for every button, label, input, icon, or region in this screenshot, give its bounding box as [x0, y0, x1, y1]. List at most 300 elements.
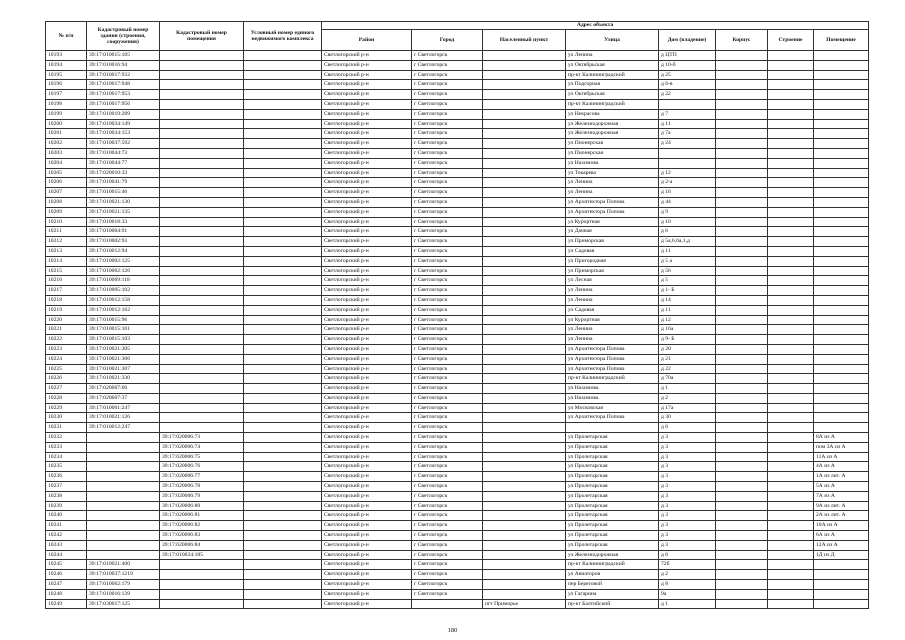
premise-cell [814, 335, 869, 345]
building-cell [768, 589, 814, 599]
settlement-cell [483, 70, 566, 80]
building-cell [768, 501, 814, 511]
city-cell: г Светлогорск [412, 550, 483, 560]
registry-sheet [45, 21, 868, 609]
district-cell: Светлогорский р-н [322, 119, 412, 129]
row-number: 10209 [46, 207, 87, 217]
cad-complex-cell [244, 580, 322, 590]
premise-cell: 10А из А [814, 521, 869, 531]
building-cell [768, 521, 814, 531]
house-cell: д 10 [659, 217, 716, 227]
row-number: 10244 [46, 550, 87, 560]
house-cell: д 16а [659, 325, 716, 335]
building-cell [768, 276, 814, 286]
cad-complex-cell [244, 237, 322, 247]
table-row [46, 452, 869, 462]
table-row [46, 599, 869, 609]
cad-room-cell: 39:17:020006:82 [160, 521, 244, 531]
korpus-cell [716, 472, 768, 482]
cad-building-cell: 39:17:010044:73 [87, 148, 160, 158]
row-number: 10233 [46, 442, 87, 452]
korpus-cell [716, 237, 768, 247]
cad-building-cell: 39:17:010021:130 [87, 197, 160, 207]
street-cell: ул Дачная [566, 227, 659, 237]
street-cell: ул Пионерская [566, 148, 659, 158]
house-cell [659, 99, 716, 109]
cad-complex-cell [244, 589, 322, 599]
district-cell: Светлогорский р-н [322, 139, 412, 149]
korpus-cell [716, 511, 768, 521]
cad-building-cell: 39:17:010015:101 [87, 325, 160, 335]
city-cell: г Светлогорск [412, 276, 483, 286]
building-cell [768, 90, 814, 100]
building-cell [768, 531, 814, 541]
korpus-cell [716, 501, 768, 511]
premise-cell [814, 70, 869, 80]
table-header [46, 22, 869, 51]
cad-room-cell: 39:17:010034:185 [160, 550, 244, 560]
settlement-cell [483, 237, 566, 247]
street-cell: ул Приморская [566, 266, 659, 276]
district-cell: Светлогорский р-н [322, 491, 412, 501]
korpus-cell [716, 305, 768, 315]
house-cell: д 6 [659, 550, 716, 560]
settlement-cell [483, 462, 566, 472]
cad-complex-cell [244, 119, 322, 129]
street-cell: ул Пионерская [566, 139, 659, 149]
settlement-cell [483, 158, 566, 168]
street-cell: пр-кт Калининградский [566, 99, 659, 109]
cad-complex-cell [244, 217, 322, 227]
cad-room-cell [160, 325, 244, 335]
premise-cell [814, 129, 869, 139]
street-cell: ул Октябрьская [566, 60, 659, 70]
cad-room-cell: 39:17:020006:75 [160, 452, 244, 462]
street-cell [566, 423, 659, 433]
row-number: 10220 [46, 315, 87, 325]
street-cell: ул Ленина [566, 188, 659, 198]
district-cell: Светлогорский р-н [322, 90, 412, 100]
district-cell: Светлогорский р-н [322, 325, 412, 335]
table-row [46, 99, 869, 109]
house-cell: д 10-б [659, 60, 716, 70]
district-cell: Светлогорский р-н [322, 158, 412, 168]
street-cell: ул Курортная [566, 315, 659, 325]
district-cell: Светлогорский р-н [322, 256, 412, 266]
building-cell [768, 315, 814, 325]
city-cell: г Светлогорск [412, 207, 483, 217]
table-row [46, 442, 869, 452]
cad-complex-cell [244, 521, 322, 531]
cad-room-cell: 39:17:020006:76 [160, 462, 244, 472]
premise-cell [814, 364, 869, 374]
settlement-cell [483, 403, 566, 413]
korpus-cell [716, 403, 768, 413]
settlement-cell [483, 472, 566, 482]
table-row [46, 482, 869, 492]
cad-complex-cell [244, 148, 322, 158]
district-cell: Светлогорский р-н [322, 227, 412, 237]
settlement-cell [483, 354, 566, 364]
city-cell: г Светлогорск [412, 109, 483, 119]
settlement-cell [483, 51, 566, 61]
city-cell: г Светлогорск [412, 344, 483, 354]
settlement-cell [483, 511, 566, 521]
cad-complex-cell [244, 286, 322, 296]
building-cell [768, 325, 814, 335]
street-cell: ул Ленина [566, 51, 659, 61]
table-row [46, 178, 869, 188]
street-cell: ул Курортная [566, 217, 659, 227]
city-cell: г Светлогорск [412, 433, 483, 443]
building-cell [768, 197, 814, 207]
building-cell [768, 354, 814, 364]
street-cell: ул Гагарина [566, 589, 659, 599]
settlement-cell [483, 90, 566, 100]
table-row [46, 374, 869, 384]
street-cell: ул Архитектора Попова [566, 197, 659, 207]
row-number: 10221 [46, 325, 87, 335]
table-row [46, 129, 869, 139]
street-cell: ул Ленина [566, 335, 659, 345]
korpus-cell [716, 276, 768, 286]
cad-complex-cell [244, 462, 322, 472]
building-cell [768, 560, 814, 570]
street-cell: ул Садовая [566, 305, 659, 315]
row-number: 10222 [46, 335, 87, 345]
street-cell: ул Нахимова [566, 384, 659, 394]
cad-room-cell [160, 119, 244, 129]
city-cell: г Светлогорск [412, 580, 483, 590]
cad-building-cell: 39:17:010004:91 [87, 227, 160, 237]
street-cell: ул Пролетарская [566, 472, 659, 482]
row-number: 10224 [46, 354, 87, 364]
city-cell: г Светлогорск [412, 589, 483, 599]
cad-building-cell: 39:17:010019:289 [87, 109, 160, 119]
premise-cell [814, 80, 869, 90]
cad-building-cell: 39:17:010015:105 [87, 51, 160, 61]
table-row [46, 237, 869, 247]
street-cell: ул Пролетарская [566, 540, 659, 550]
city-cell: г Светлогорск [412, 540, 483, 550]
table-row [46, 501, 869, 511]
korpus-cell [716, 423, 768, 433]
cad-complex-cell [244, 227, 322, 237]
korpus-cell [716, 344, 768, 354]
cad-building-cell: 39:17:010017:948 [87, 80, 160, 90]
table-row [46, 540, 869, 550]
cad-complex-cell [244, 90, 322, 100]
building-cell [768, 384, 814, 394]
premise-cell [814, 423, 869, 433]
table-row [46, 364, 869, 374]
district-cell: Светлогорский р-н [322, 354, 412, 364]
korpus-cell [716, 188, 768, 198]
city-cell: г Светлогорск [412, 60, 483, 70]
city-cell: г Светлогорск [412, 511, 483, 521]
district-cell: Светлогорский р-н [322, 344, 412, 354]
district-cell: Светлогорский р-н [322, 286, 412, 296]
building-cell [768, 80, 814, 90]
district-cell: Светлогорский р-н [322, 374, 412, 384]
premise-cell [814, 266, 869, 276]
cad-room-cell: 39:17:020006:77 [160, 472, 244, 482]
house-cell: д 44 [659, 197, 716, 207]
settlement-cell [483, 550, 566, 560]
settlement-cell [483, 139, 566, 149]
row-number: 10240 [46, 511, 87, 521]
cad-room-cell [160, 295, 244, 305]
premise-cell [814, 60, 869, 70]
street-cell: пер Береговой [566, 580, 659, 590]
korpus-cell [716, 139, 768, 149]
street-cell: пр-кт Калининградский [566, 560, 659, 570]
premise-cell [814, 51, 869, 61]
cad-complex-cell [244, 403, 322, 413]
korpus-cell [716, 521, 768, 531]
city-cell: г Светлогорск [412, 452, 483, 462]
cad-building-cell [87, 501, 160, 511]
header-building: Строение [768, 30, 814, 51]
header-address: Адрес объекта [322, 22, 869, 30]
house-cell: д 3 [659, 531, 716, 541]
premise-cell [814, 237, 869, 247]
cad-complex-cell [244, 335, 322, 345]
settlement-cell [483, 178, 566, 188]
row-number: 10212 [46, 237, 87, 247]
building-cell [768, 129, 814, 139]
settlement-cell [483, 521, 566, 531]
korpus-cell [716, 540, 768, 550]
cad-building-cell [87, 491, 160, 501]
table-row [46, 550, 869, 560]
table-row [46, 276, 869, 286]
street-cell: ул Пролетарская [566, 491, 659, 501]
cad-room-cell: 39:17:020006:84 [160, 540, 244, 550]
cad-room-cell: 39:17:020006:81 [160, 511, 244, 521]
cad-building-cell: 39:17:010021:400 [87, 560, 160, 570]
settlement-cell [483, 217, 566, 227]
cad-building-cell: 39:17:010012:247 [87, 423, 160, 433]
korpus-cell [716, 207, 768, 217]
cad-complex-cell [244, 266, 322, 276]
street-cell: ул Некрасова [566, 109, 659, 119]
building-cell [768, 158, 814, 168]
district-cell: Светлогорский р-н [322, 99, 412, 109]
premise-cell: 1А из лит. А [814, 472, 869, 482]
city-cell: г Светлогорск [412, 315, 483, 325]
cad-room-cell [160, 148, 244, 158]
row-number: 10218 [46, 295, 87, 305]
district-cell: Светлогорский р-н [322, 599, 412, 609]
district-cell: Светлогорский р-н [322, 413, 412, 423]
house-cell: д 9 [659, 207, 716, 217]
city-cell: г Светлогорск [412, 570, 483, 580]
cad-complex-cell [244, 442, 322, 452]
district-cell: Светлогорский р-н [322, 335, 412, 345]
premise-cell [814, 570, 869, 580]
korpus-cell [716, 266, 768, 276]
street-cell: ул Пролетарская [566, 442, 659, 452]
cad-building-cell: 39:17:010002:93 [87, 237, 160, 247]
city-cell: г Светлогорск [412, 531, 483, 541]
table-row [46, 286, 869, 296]
house-cell: д 6-в [659, 80, 716, 90]
korpus-cell [716, 452, 768, 462]
district-cell: Светлогорский р-н [322, 580, 412, 590]
street-cell: ул Железнодорожная [566, 550, 659, 560]
table-row [46, 423, 869, 433]
settlement-cell [483, 482, 566, 492]
city-cell: г Светлогорск [412, 560, 483, 570]
city-cell: г Светлогорск [412, 354, 483, 364]
house-cell: д 5 [659, 276, 716, 286]
house-cell: д 2-а [659, 178, 716, 188]
cad-building-cell: 39:17:010015:103 [87, 335, 160, 345]
city-cell: г Светлогорск [412, 335, 483, 345]
city-cell: г Светлогорск [412, 305, 483, 315]
premise-cell [814, 286, 869, 296]
row-number: 10229 [46, 403, 87, 413]
cad-building-cell: 39:17:010012:162 [87, 305, 160, 315]
building-cell [768, 237, 814, 247]
settlement-cell [483, 433, 566, 443]
building-cell [768, 178, 814, 188]
street-cell: ул Авиаторов [566, 570, 659, 580]
city-cell: г Светлогорск [412, 178, 483, 188]
street-cell: пр-кт Балтийский [566, 599, 659, 609]
building-cell [768, 217, 814, 227]
korpus-cell [716, 364, 768, 374]
cad-room-cell [160, 599, 244, 609]
district-cell: Светлогорский р-н [322, 403, 412, 413]
cad-complex-cell [244, 178, 322, 188]
korpus-cell [716, 158, 768, 168]
premise-cell [814, 413, 869, 423]
cad-building-cell: 39:17:010034:149 [87, 119, 160, 129]
house-cell: д 22 [659, 90, 716, 100]
street-cell: ул Пролетарская [566, 433, 659, 443]
row-number: 10206 [46, 178, 87, 188]
cad-building-cell: 39:17:010001:247 [87, 403, 160, 413]
house-cell: д 5 а [659, 256, 716, 266]
table-row [46, 227, 869, 237]
premise-cell [814, 168, 869, 178]
korpus-cell [716, 531, 768, 541]
cad-complex-cell [244, 384, 322, 394]
header-korpus: Корпус [716, 30, 768, 51]
row-number: 10219 [46, 305, 87, 315]
building-cell [768, 119, 814, 129]
street-cell: ул Ленина [566, 286, 659, 296]
city-cell: г Светлогорск [412, 148, 483, 158]
settlement-cell [483, 266, 566, 276]
district-cell: Светлогорский р-н [322, 237, 412, 247]
house-cell: д 11 [659, 305, 716, 315]
street-cell: ул Архитектора Попова [566, 364, 659, 374]
building-cell [768, 580, 814, 590]
cad-building-cell: 39:17:010002:125 [87, 256, 160, 266]
settlement-cell [483, 413, 566, 423]
settlement-cell [483, 501, 566, 511]
street-cell: ул Архитектора Попова [566, 344, 659, 354]
korpus-cell [716, 148, 768, 158]
cad-complex-cell [244, 70, 322, 80]
table-row [46, 433, 869, 443]
table-row [46, 325, 869, 335]
settlement-cell [483, 384, 566, 394]
house-cell: д 25 [659, 70, 716, 80]
cad-room-cell [160, 276, 244, 286]
row-number: 10234 [46, 452, 87, 462]
row-number: 10201 [46, 129, 87, 139]
city-cell: г Светлогорск [412, 462, 483, 472]
settlement-cell [483, 129, 566, 139]
row-number: 10227 [46, 384, 87, 394]
cad-building-cell: 39:17:010018:33 [87, 217, 160, 227]
row-number: 10228 [46, 393, 87, 403]
cad-building-cell: 39:17:010021:307 [87, 364, 160, 374]
cad-complex-cell [244, 413, 322, 423]
row-number: 10202 [46, 139, 87, 149]
city-cell: г Светлогорск [412, 70, 483, 80]
street-cell: ул Пригородная [566, 256, 659, 266]
table-row [46, 570, 869, 580]
city-cell: г Светлогорск [412, 246, 483, 256]
row-number: 10235 [46, 462, 87, 472]
building-cell [768, 246, 814, 256]
house-cell: д 12 [659, 315, 716, 325]
street-cell: ул Садовая [566, 246, 659, 256]
cad-complex-cell [244, 344, 322, 354]
settlement-cell [483, 109, 566, 119]
table-row [46, 580, 869, 590]
building-cell [768, 109, 814, 119]
table-row [46, 491, 869, 501]
city-cell: г Светлогорск [412, 168, 483, 178]
city-cell: г Светлогорск [412, 119, 483, 129]
cad-room-cell [160, 99, 244, 109]
cad-building-cell: 39:17:010037:592 [87, 139, 160, 149]
cad-complex-cell [244, 472, 322, 482]
cad-complex-cell [244, 276, 322, 286]
korpus-cell [716, 178, 768, 188]
korpus-cell [716, 109, 768, 119]
cad-room-cell [160, 246, 244, 256]
district-cell: Светлогорский р-н [322, 364, 412, 374]
premise-cell [814, 148, 869, 158]
header-district: Район [322, 30, 412, 51]
row-number: 10196 [46, 80, 87, 90]
row-number: 10231 [46, 423, 87, 433]
premise-cell [814, 227, 869, 237]
table-row [46, 413, 869, 423]
building-cell [768, 462, 814, 472]
building-cell [768, 188, 814, 198]
district-cell: Светлогорский р-н [322, 393, 412, 403]
house-cell [659, 158, 716, 168]
cad-building-cell [87, 540, 160, 550]
cad-room-cell: 39:17:020006:83 [160, 531, 244, 541]
district-cell: Светлогорский р-н [322, 433, 412, 443]
district-cell: Светлогорский р-н [322, 550, 412, 560]
cad-complex-cell [244, 364, 322, 374]
premise-cell [814, 188, 869, 198]
building-cell [768, 70, 814, 80]
premise-cell [814, 217, 869, 227]
building-cell [768, 305, 814, 315]
cad-room-cell [160, 560, 244, 570]
